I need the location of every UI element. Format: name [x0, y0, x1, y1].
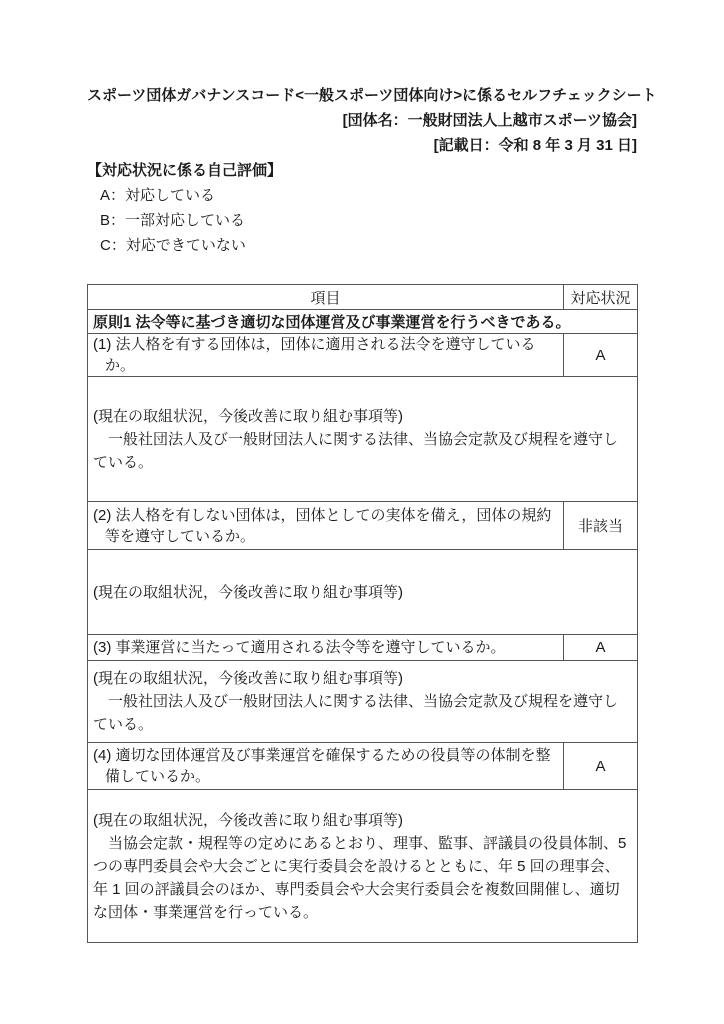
question-4-cell	[88, 743, 564, 790]
question-1-text: (1) 法人格を有する団体は，団体に適用される法令を遵守しているか。	[93, 336, 536, 374]
note-2-cell	[88, 550, 638, 635]
note-1-label: (現在の取組状況，今後改善に取り組む事項等)	[93, 407, 403, 425]
entry-date-line: [記載日：令和 8 年 3 月 31 日]	[433, 137, 637, 154]
legend-item-c: C：対応できていない	[100, 237, 246, 254]
note-row-1	[88, 377, 638, 502]
question-1-cell	[88, 334, 564, 377]
column-header-item: 項目	[88, 285, 564, 310]
question-row-3	[88, 635, 638, 661]
note-2-label: (現在の取組状況，今後改善に取り組む事項等)	[93, 583, 403, 601]
question-3-text: (3) 事業運営に当たって適用される法令等を遵守しているか。	[93, 639, 506, 656]
status-3-cell: A	[564, 635, 638, 661]
question-row-2	[88, 502, 638, 550]
note-4-cell	[88, 790, 638, 943]
self-evaluation-legend	[87, 158, 637, 258]
question-2-text: (2) 法人格を有しない団体は，団体としての実体を備え，団体の規約等を遵守しているか。	[93, 506, 552, 545]
note-row-2	[88, 550, 638, 635]
legend-item-b: B：一部対応している	[100, 212, 246, 229]
column-header-status: 対応状況	[564, 285, 638, 310]
table-header-row	[88, 285, 638, 310]
question-4-text: (4) 適切な団体運営及び事業運営を確保するための役員等の体制を整備しているか。	[93, 747, 551, 785]
note-4-label: (現在の取組状況，今後改善に取り組む事項等)	[93, 811, 403, 829]
note-1-cell	[88, 377, 638, 502]
document-title: スポーツ団体ガバナンスコード<一般スポーツ団体向け>に係るセルフチェックシート	[87, 87, 657, 104]
status-1-cell: A	[564, 334, 638, 377]
legend-heading: 【対応状況に係る自己評価】	[87, 162, 283, 179]
principle-1-text: 原則1 法令等に基づき適切な団体運営及び事業運営を行うべきである。	[88, 310, 638, 334]
question-3-cell	[88, 635, 564, 661]
question-row-4	[88, 743, 638, 790]
status-2-cell: 非該当	[564, 502, 638, 550]
note-3-cell	[88, 661, 638, 743]
status-4-cell: A	[564, 743, 638, 790]
note-row-3	[88, 661, 638, 743]
self-check-table	[87, 284, 638, 943]
legend-item-a: A：対応している	[100, 187, 216, 204]
principle-1-row	[88, 310, 638, 334]
note-1-body: 一般社団法人及び一般財団法人に関する法律、当協会定款及び規程を遵守している。	[93, 430, 619, 471]
note-3-label: (現在の取組状況，今後改善に取り組む事項等)	[93, 670, 403, 687]
note-4-body: 当協会定款・規程等の定めにあるとおり、理事、監事、評議員の役員体制、5 つの専門委員会や大会ごとに実行委員会を設けるとともに、年 5 回の理事会、年 1 回の評議員会のほか、専門委員会や大会実行委員会を複数回開催し、適切な団体・事業運営を行っている。	[93, 834, 631, 921]
note-row-4	[88, 790, 638, 943]
organization-name-line: [団体名：一般財団法人上越市スポーツ協会]	[342, 112, 637, 129]
question-row-1	[88, 334, 638, 377]
note-3-body: 一般社団法人及び一般財団法人に関する法律、当協会定款及び規程を遵守している。	[93, 693, 619, 733]
question-2-cell	[88, 502, 564, 550]
